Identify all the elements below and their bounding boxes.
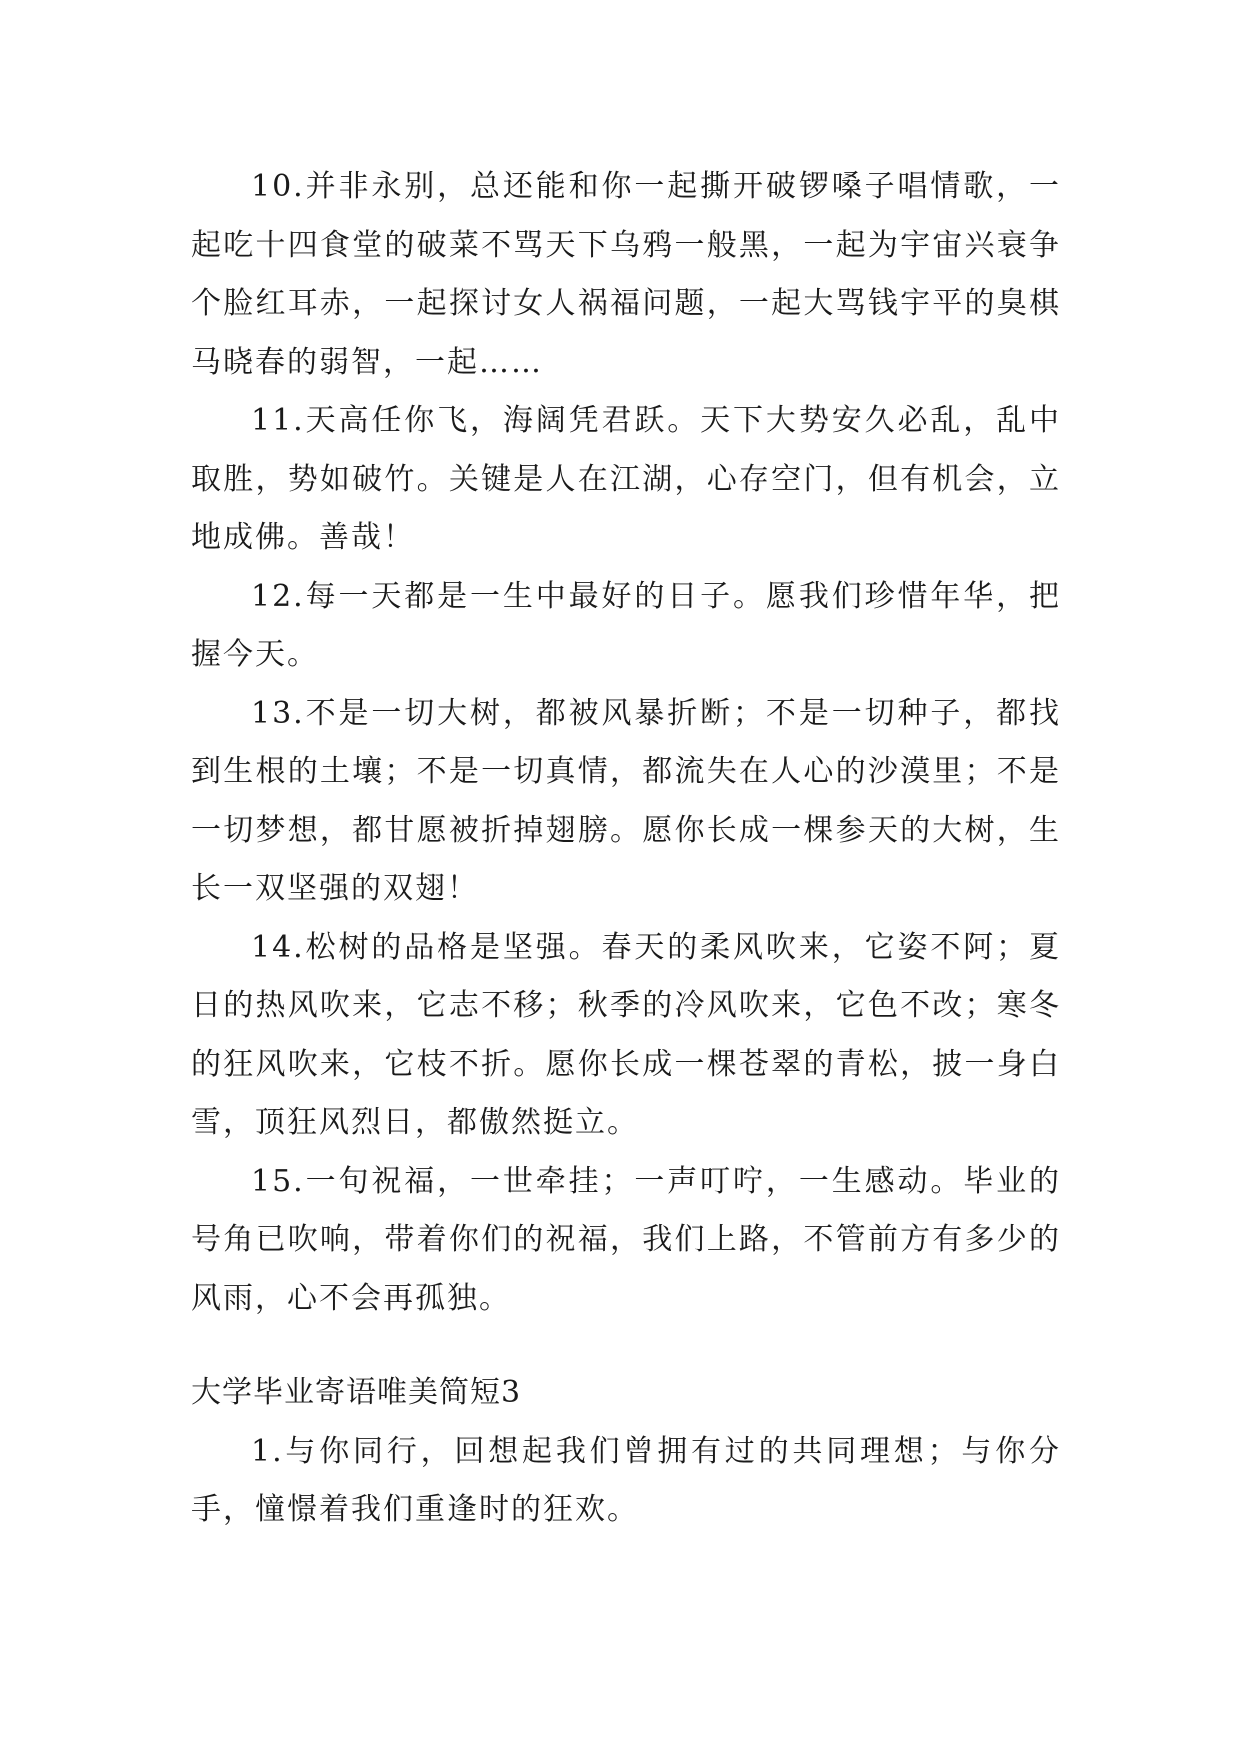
paragraph-15: 15.一句祝福，一世牵挂；一声叮咛，一生感动。毕业的号角已吹响，带着你们的祝福，我们上路，不管前方有多少的风雨，心不会再孤独。 [191,1163,1061,1316]
document-body [191,158,1061,1540]
paragraph-10: 10.并非永别，总还能和你一起撕开破锣嗓子唱情歌，一起吃十四食堂的破菜不骂天下乌鸦一般黑，一起为宇宙兴衰争个脸红耳赤，一起探讨女人祸福问题，一起大骂钱宇平的臭棋马晓春的弱智，一起…… [191,169,1061,380]
section-heading: 大学毕业寄语唯美简短3 [191,1375,522,1410]
paragraph-14: 14.松树的品格是坚强。春天的柔风吹来，它姿不阿；夏日的热风吹来，它志不移；秋季的冷风吹来，它色不改；寒冬的狂风吹来，它枝不折。愿你长成一棵苍翠的青松，披一身白雪，顶狂风烈日，都傲然挺立。 [191,929,1061,1140]
paragraph-11: 11.天高任你飞，海阔凭君跃。天下大势安久必乱，乱中取胜，势如破竹。关键是人在江湖，心存空门，但有机会，立地成佛。善哉！ [191,403,1061,555]
paragraph-12: 12.每一天都是一生中最好的日子。愿我们珍惜年华，把握今天。 [191,578,1061,672]
paragraph-section-1: 1.与你同行，回想起我们曾拥有过的共同理想；与你分手，憧憬着我们重逢时的狂欢。 [191,1433,1061,1527]
paragraph-13: 13.不是一切大树，都被风暴折断；不是一切种子，都找到生根的土壤；不是一切真情，都流失在人心的沙漠里；不是一切梦想，都甘愿被折掉翅膀。愿你长成一棵参天的大树，生长一双坚强的双翅！ [191,695,1061,906]
